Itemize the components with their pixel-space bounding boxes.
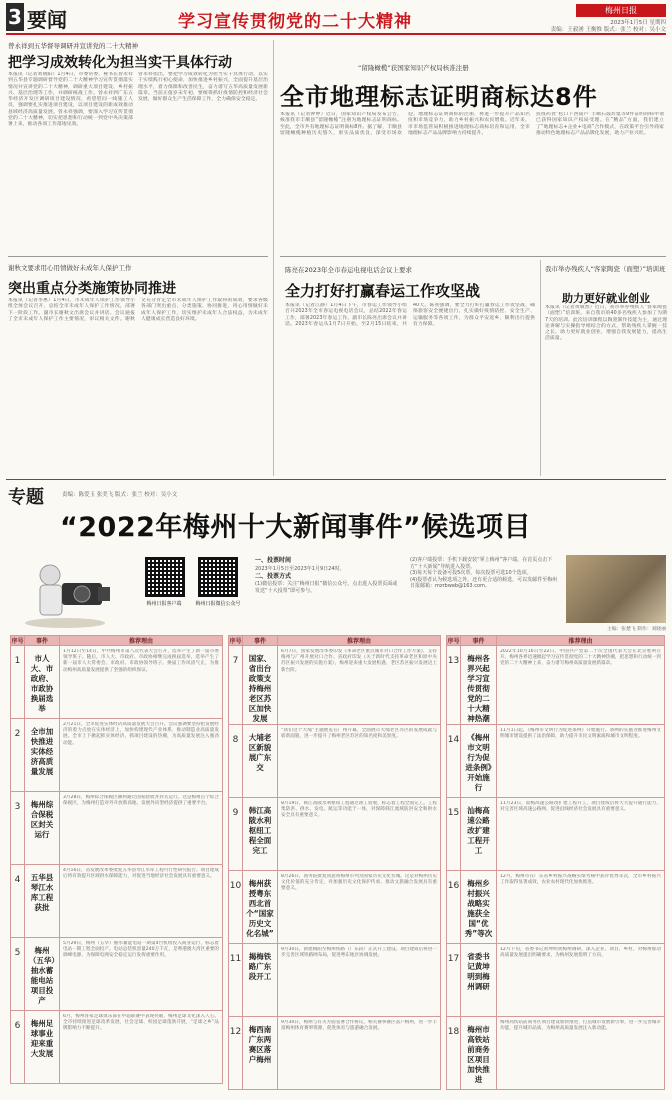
event-reason: 8月26日，国务院批复同意将梅州市列为国家历史文化名城。这是对梅州历史文化价值的充分肯定，对加强历史文化保护传承、推动文旅融合发展具有重要意义。 xyxy=(281,874,437,892)
table-header-row xyxy=(229,636,441,646)
row-number: 13 xyxy=(447,646,461,725)
table-row xyxy=(11,938,223,1011)
newspaper-logo: 梅州日报 xyxy=(576,4,666,17)
header-reason: 推荐理由 xyxy=(60,636,223,646)
row-number: 6 xyxy=(11,1011,25,1084)
event-reason: 梅州高铁站前商务区项目建设加快推进，打造城市发展新引擎，进一步完善城市功能，提升城市品质，为梅州高质量发展注入新动能。 xyxy=(500,1020,661,1032)
row-number: 7 xyxy=(229,646,243,725)
vote-way-2: (2)客户端投票：手机下载安装“掌上梅州”客户端，在首页点击下方“十大新闻”导航进入投票。 xyxy=(410,557,553,570)
table-header-row xyxy=(11,636,223,646)
table-row xyxy=(11,792,223,865)
candidates-table-middle xyxy=(228,635,441,1090)
table-row xyxy=(447,944,665,1017)
header-event: 事件 xyxy=(25,636,60,646)
table-row xyxy=(447,871,665,944)
a5-body: 本报讯（记者黄敏然）近日，我市举办残疾人“客家陶瓷（面塑）”培训班，来自我市的40多名残疾人参加了为期7天的培训。此次培训课程以陶瓷制作技能为主，通过理论讲解与实操指导相结合的方式，帮助残疾人掌握一技之长，助力更好就业创业，增强自我发展能力，提高生活质量。 xyxy=(545,305,667,342)
vote-way-heading: 二、投票方式 xyxy=(255,573,292,580)
row-number: 17 xyxy=(447,944,461,1017)
event-reason: 8月19日，韩江高陂水利枢纽工程通过竣工验收，标志着工程全面完工。工程集防洪、供水、发电、航运等功能于一体，对保障韩江流域防洪安全和供水安全具有重要意义。 xyxy=(281,801,437,819)
table-row xyxy=(11,865,223,938)
special-editors: 责编：陈爱玉 张美飞 版式：张兰 校对：吴小文 xyxy=(62,492,178,498)
table-row xyxy=(229,1017,441,1090)
a1-body-left: 本报讯（记者刘晓阳）1月4日，市委常委、秘书长曾永祥到五华县专题调研督导党的二十大精神学习宣传贯彻落实情况并宣讲党的二十大精神，调研重大项目建设、乡村振兴、基层治理等工作，并调研统战工作。曾永祥到广东五华经济开发区调研项目建设情况，看望慰问一线施工人员，强调要扎实推进项目建设，以项目建设的新成效推动县域经济高质量发展。曾永祥强调，要深入学习宣传贯彻党的二十大精神，切实把思想和行动统一到党中央决策部署上来，推动各项工作落地见效。 xyxy=(8,72,133,128)
event-reason: 11月23日，汕梅高速公路改扩建工程开工。项目建成后将大大提升通行能力，对完善区域高速公路网、促进沿线经济社会发展具有重要意义。 xyxy=(500,801,661,813)
a5-kicker: 我市举办残疾人“客家陶瓷（面塑）”培训班 xyxy=(545,265,666,273)
header-slogan: 学习宣传贯彻党的二十大精神 xyxy=(178,12,412,32)
a2-title: 突出重点分类施策协同推进 xyxy=(8,281,176,297)
table-row xyxy=(11,719,223,792)
table-row xyxy=(229,646,441,725)
a1-title: 把学习成效转化为担当实干具体行动 xyxy=(8,55,232,71)
event-reason: 12月下旬，省委书记黄坤明到梅州调研，深入企业、项目、乡村，对梅州推动高质量发展提出明确要求，为梅州发展指明了方向。 xyxy=(500,947,661,959)
qr-code-client[interactable] xyxy=(145,557,185,597)
vote-way-1: (1)微信投票：关注“梅州日报”微信公众号，点击进入投票页面或发送“十大投票”即可参与。 xyxy=(255,581,398,594)
section-title: 要闻 xyxy=(27,8,67,32)
special-title: “2022年梅州十大新闻事件”候选项目 xyxy=(60,512,532,543)
divider xyxy=(280,256,666,257)
row-number: 15 xyxy=(447,798,461,871)
row-number: 2 xyxy=(11,719,25,792)
event-name: 梅州综合保税区封关运行 xyxy=(25,792,60,865)
table-header-row xyxy=(447,636,665,646)
event-name: 全市加快推进实体经济高质量发展 xyxy=(25,719,60,792)
table-row xyxy=(229,944,441,1017)
table-row xyxy=(11,1011,223,1084)
a4-kicker: 陈亮在2023年全市春运电视电话会议上要求 xyxy=(285,266,413,274)
event-name: 梅州市高铁站前商务区项目加快推进 xyxy=(461,1017,497,1090)
vote-time-heading: 一、投票时间 xyxy=(255,557,292,564)
a3-body: 本报讯（记者钟婷）近日，国家知识产权局发布公告，核准我市丰顺县“留隆橄榄”注册为地理标志证明商标。至此，全市共有地理标志证明商标8件。据了解，丰顺县留隆橄榄种植历史悠久，果实品质优良，深受市场欢迎。地理标志证明商标的注册，将进一步提升产品知名度和市场竞争力，助力乡村振兴和农民增收。近年来，市市场监管局积极推进地理标志商标培育和运用，全市地理标志产品品牌影响力持续提升。 xyxy=(280,112,530,136)
section-rule xyxy=(6,479,666,480)
event-name: 国家、省出台政策支持梅州老区苏区加快发展 xyxy=(243,646,278,725)
a2-kicker: 谢秋文要求用心用情做好未成年人保护工作 xyxy=(8,264,132,272)
special-label: 专题 xyxy=(8,487,44,508)
table-row xyxy=(229,798,441,871)
header-event: 事件 xyxy=(243,636,278,646)
a3-kicker: “留隆橄榄”获国家知识产权局核准注册 xyxy=(358,64,469,72)
page-number: 3 xyxy=(6,3,24,31)
table-row xyxy=(229,725,441,798)
event-name: 揭梅铁路广东段开工 xyxy=(243,944,278,1017)
issue-date: 2023年1月5日 星期四 xyxy=(610,20,666,26)
candidates-table-left xyxy=(10,635,223,1084)
vote-way-3: (3)每天每个设备可投5次票，每次投票可选10个选项。 xyxy=(410,570,532,576)
a1-body-right: 曾永祥指出，要把学习成效转化为担当实干具体行动，以实干实绩践行初心使命，加快推进乡村振兴，全面提升基层治理水平，着力保障和改善民生，奋力谱写五华高质量发展新篇章。当前正值岁末年初，要统筹抓好疫情防控和经济社会发展，做好群众生产生活保障工作，全力确保安全稳定。 xyxy=(138,72,268,103)
vote-info-2 xyxy=(410,557,560,590)
row-number: 18 xyxy=(447,1017,461,1090)
table-row xyxy=(447,646,665,725)
header-rule xyxy=(6,33,666,35)
row-number: 5 xyxy=(11,938,25,1011)
qr-caption-wechat: 梅州日报微信公众号 xyxy=(195,601,241,607)
event-name: 梅西南广东两赛区落户梅州 xyxy=(243,1017,278,1090)
row-number: 8 xyxy=(229,725,243,798)
row-number: 12 xyxy=(229,1017,243,1090)
row-number: 4 xyxy=(11,865,25,938)
row-number: 16 xyxy=(447,871,461,944)
event-name: 梅州乡村振兴战略实施获全国“优秀”等次 xyxy=(461,871,497,944)
column-rule xyxy=(273,40,274,476)
event-reason: 9月30日，梅州与有关方面签署合作协议，相关赛事赛区落户梅州，进一步丰富梅州体育赛事资源，促进体育与旅游融合发展。 xyxy=(281,1020,437,1032)
event-reason: 12月，梅州市在广东省乡村振兴战略实绩考核中获评优秀等次，全市乡村振兴工作取得显著成效，农业农村现代化加快推进。 xyxy=(500,874,661,886)
header-event: 事件 xyxy=(461,636,497,646)
event-reason: 2月21日，全市促进实体经济高质量发展大会召开。会议强调要坚持把发展经济的着力点放在实体经济上，加快构建现代产业体系，推动制造业高质量发展。全市上下掀起抓实体经济、抓项目建设的热潮，为高质量发展注入强劲动能。 xyxy=(63,722,219,746)
row-number: 1 xyxy=(11,646,25,719)
event-name: 韩江高陂水利枢纽工程全面完工 xyxy=(243,798,278,871)
event-reason: “我们这个大埔”主题展览在广州开幕，全面展示大埔老区苏区的发展成就与崭新面貌，进一步提升了梅州老区苏区的知名度和美誉度。 xyxy=(281,728,437,740)
event-name: 市人大、市政府、市政协换届选举 xyxy=(25,646,60,719)
event-name: 梅州获授粤东西北首个“国家历史文化名城” xyxy=(243,871,278,944)
table-row xyxy=(11,646,223,719)
event-reason: 11月1日起，《梅州市文明行为促进条例》开始施行。条例的实施为推进梅州文明城市建设提供了法治保障，助力提升市民文明素质和城市文明程度。 xyxy=(500,728,661,740)
a3-side-body: 抗疫药食“松口下西葫芦”丰顺石鼓炸粟等9件证明商标申请已获得国家知识产权局受理。在“精品”方面，我们建立了“地理标志+企业+电商”合作模式，在政策平台引导商家推动特色地理标志产品品牌化发展，助力产业兴旺。 xyxy=(536,112,664,136)
a1-kicker: 曾永祥到五华督导调研并宣讲党的二十大精神 xyxy=(8,42,138,50)
event-name: 《梅州市文明行为促进条例》开始施行 xyxy=(461,725,497,798)
photo-caption: 主编：张楚飞 制作：刘晓丽 xyxy=(606,627,666,632)
event-name: 五华县琴江水库工程获批 xyxy=(25,865,60,938)
header-reason: 推荐理由 xyxy=(278,636,441,646)
row-number: 3 xyxy=(11,792,25,865)
a4-title: 全力打好打赢春运工作攻坚战 xyxy=(285,282,481,300)
event-name: 梅州（五华）抽水蓄能电站项目投产 xyxy=(25,938,60,1011)
candidates-table-right xyxy=(446,635,665,1090)
qr-caption-client: 梅州日报客户端 xyxy=(146,601,182,607)
vote-way-4: (4)投票者认为候选项之外，还有更合适的候选，可以发邮件至梅州日报邮箱：mzrbweb@163.com。 xyxy=(410,576,558,589)
camera-illustration xyxy=(10,555,120,630)
row-number: 9 xyxy=(229,798,243,871)
a2-body: 本报讯（记者李惠）1月4日，市未成年人保护工作领导小组全体会议召开，总结全市未成年人保护工作情况，部署下一阶段工作。副市长谢秋文出席会议并讲话。会议通报了全市未成年人保护工作主要情况，审议相关文件。谢秋文充分肯定全市未成年人保护工作取得的成效，要求各级各部门突出重点、分类施策、协同推进，用心用情做好未成年人保护工作，切实维护未成年人合法权益，为未成年人健康成长营造良好环境。 xyxy=(8,298,268,322)
row-number: 10 xyxy=(229,871,243,944)
table-row xyxy=(447,1017,665,1090)
table-row xyxy=(447,798,665,871)
divider xyxy=(8,256,268,257)
vote-info xyxy=(255,557,400,594)
event-name: 梅州足球事业迎来重大发展 xyxy=(25,1011,60,1084)
a4-body: 本报讯（记者江静）1月4日下午，市春运工作领导小组召开2023年全市春运电视电话会议，总结2022年春运工作，部署2023年春运工作。副市长陈亮出席会议并讲话。2023年春运从1月7日开始，至2月15日结束，共40天。陈亮强调，要全力打好打赢春运工作攻坚战，确保旅客安全便捷出行，扎实做好疫情防控、安全生产、运输服务等各项工作，为群众平安返乡、顺利出行提供有力保障。 xyxy=(285,303,535,327)
column-rule xyxy=(540,260,541,476)
vote-time: 2023年1月5日至2023年1月9日24时。 xyxy=(255,566,345,572)
a5-title: 助力更好就业创业 xyxy=(562,292,650,305)
feature-photo xyxy=(566,555,666,623)
event-reason: 5月29日，梅州（五华）抽水蓄能电站一期第4台机组投入商业运行，标志着电站一期工程全面投产。电站总装机容量240万千瓦，是粤港澳大湾区重要的调峰电源，为保障电网安全稳定运行发挥重要作用。 xyxy=(63,941,219,959)
row-number: 14 xyxy=(447,725,461,798)
header-reason: 推荐理由 xyxy=(497,636,665,646)
event-reason: 6月7日，国家发展改革委印发《革命老区重点城市对口合作工作方案》，支持梅州与广州开展对口合作。省政府印发《关于新时代支持革命老区和原中央苏区振兴发展的实施方案》，梅州迎来重大发展机遇，老区苏区振兴发展迈上新台阶。 xyxy=(281,649,437,673)
row-number: 11 xyxy=(229,944,243,1017)
event-reason: 6月，梅州客家足球俱乐部在中超联赛中表现亮眼，梅州足球文化深入人心。全市持续推进足球改革发展，社会足球、校园足球蓬勃开展，“足球之乡”品牌影响力不断提升。 xyxy=(63,1014,219,1032)
event-name: 梅州各界兴起学习宣传贯彻党的二十大精神热潮 xyxy=(461,646,497,725)
event-reason: 3月28日，梅州综合保税区顺利通过国家验收并封关运行。这是梅州首个综合保税区，为梅州打造对外开放新高地、发展外向型经济提供了重要平台。 xyxy=(63,795,219,807)
qr-code-wechat[interactable] xyxy=(198,557,238,597)
date-line xyxy=(466,20,666,34)
a3-title: 全市地理标志证明商标达8件 xyxy=(280,83,598,111)
event-reason: 9月30日，新建揭阳至梅州铁路（广东段）正式开工建设。项目建成后将进一步完善区域铁路网布局，促进粤东地区协调发展。 xyxy=(281,947,437,959)
event-name: 汕梅高速公路改扩建工程开工 xyxy=(461,798,497,871)
editor-credits: 责编：王毅湧 王衡惟 版式：张兰 校对：吴小文 xyxy=(550,27,666,33)
event-name: 省委书记黄坤明到梅州调研 xyxy=(461,944,497,1017)
event-reason: 1月12日至14日，中共梅州市第八次代表大会召开，选举产生了新一届市委领导班子。随后，市人大、市政府、市政协相继完成换届选举，选举产生了新一届市人大常委会、市政府、市政协领导班子。换届工作风清气正，为推动梅州高质量发展提供了坚强的组织保证。 xyxy=(63,649,219,673)
table-row xyxy=(447,725,665,798)
header-number: 序号 xyxy=(229,636,243,646)
event-reason: 4月16日，省发展改革委批复五华县琴江水库工程可行性研究报告。项目建成后将有效提升区域供水保障能力，对促进当地经济社会发展具有重要意义。 xyxy=(63,868,219,880)
event-name: 大埔老区新貌展广东交 xyxy=(243,725,278,798)
header-number: 序号 xyxy=(447,636,461,646)
header-number: 序号 xyxy=(11,636,25,646)
event-reason: 2022年10月16日至22日，中国共产党第二十次全国代表大会在北京胜利召开。梅州各界迅速掀起学习宣传贯彻党的二十大精神热潮，把思想和行动统一到党的二十大精神上来，奋力谱写梅州高质量发展新篇章。 xyxy=(500,649,661,667)
table-row xyxy=(229,871,441,944)
